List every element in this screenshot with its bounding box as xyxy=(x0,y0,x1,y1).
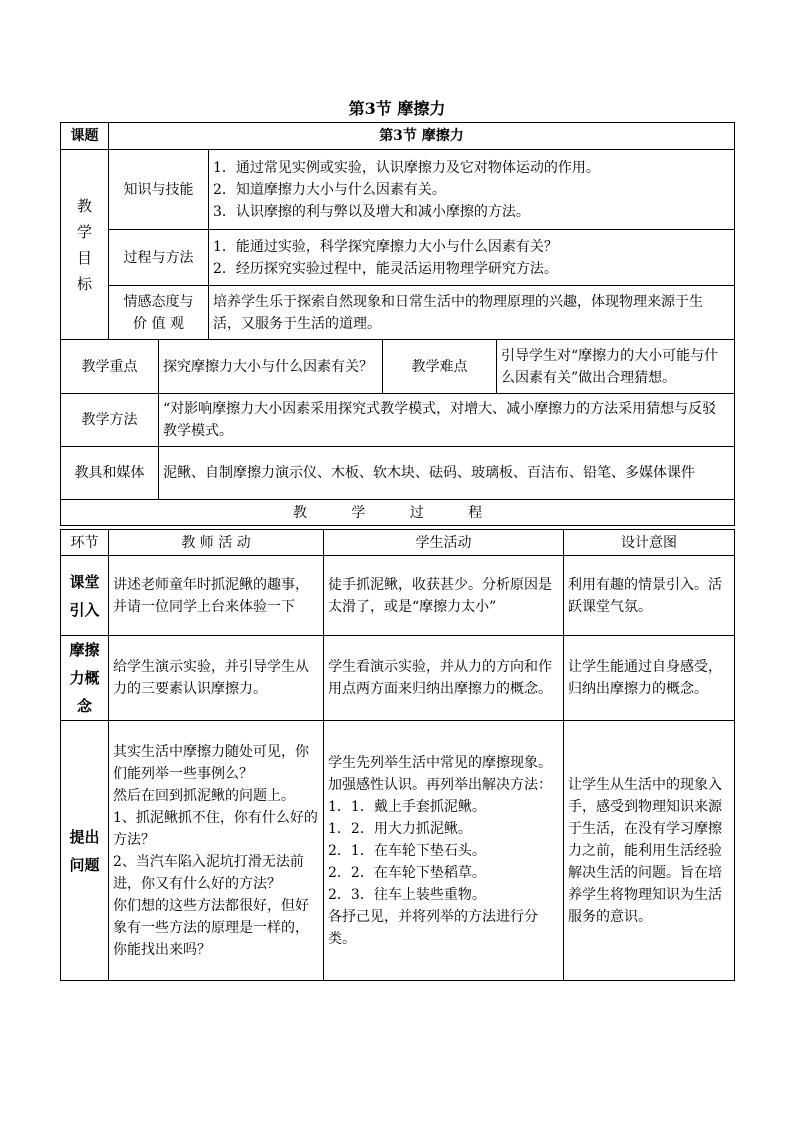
stage-concept: 摩擦 力概 念 xyxy=(61,636,109,721)
design-intent: 让学生能通过自身感受，归纳出摩擦力的概念。 xyxy=(564,636,735,721)
student-activity: 学生先列举生活中常见的摩擦现象。加强感性认识。再列举出解决方法： 1．1．戴上手套抓泥鳅。 1．2．用大力抓泥鳅。 2．1．在车轮下垫石头。 2．2．在车轮下垫稻草。 2．3．往车上装些重物。 各抒己见，并将列举的方法进行分类。 xyxy=(324,721,564,981)
objective-knowledge-items: 1．通过常见实例或实验，认识摩擦力及它对物体运动的作用。 2．知道摩擦力大小与什么因素有关。 3．认识摩擦的利与弊以及增大和减小摩擦的方法。 xyxy=(209,150,735,230)
design-intent: 利用有趣的情景引入。活跃课堂气氛。 xyxy=(564,556,735,636)
column-teacher: 教 师 活 动 xyxy=(109,530,324,556)
teacher-activity: 其实生活中摩擦力随处可见，你们能列举一些事例么？ 然后在回到抓泥鳅的问题上。 1、抓泥鳅抓不住，你有什么好的方法？ 2、当汽车陷入泥坑打滑无法前进，你又有什么好的方法？ 你们想的这些方法都很好，但好象有一些方法的原理是一样的，你能找出来吗？ xyxy=(109,721,324,981)
student-activity: 学生看演示实验，并从力的方向和作用点两方面来归纳出摩擦力的概念。 xyxy=(324,636,564,721)
table-row xyxy=(61,556,735,636)
key-points-label: 教学重点 xyxy=(61,340,159,394)
student-activity: 徒手抓泥鳅，收获甚少。分析原因是太滑了，或是“摩擦力太小” xyxy=(324,556,564,636)
document-title: 第3节 摩擦力 xyxy=(348,99,446,118)
methods-label: 教学方法 xyxy=(61,394,159,447)
stage-intro: 课堂 引入 xyxy=(61,556,109,636)
lesson-topic: 第3节 摩擦力 xyxy=(109,123,735,150)
process-table xyxy=(60,529,735,981)
column-stage: 环节 xyxy=(61,530,109,556)
table-row xyxy=(61,636,735,721)
column-student: 学生活动 xyxy=(324,530,564,556)
difficulty-value: 引导学生对“摩擦力的大小可能与什么因素有关”做出合理猜想。 xyxy=(497,340,735,394)
stage-question: 提出 问题 xyxy=(61,721,109,981)
methods-value: “对影响摩擦力大小因素采用探究式教学模式，对增大、减小摩擦力的方法采用猜想与反驳教学模式。 xyxy=(159,394,735,447)
objective-group-attitude: 情感态度与 价 值 观 xyxy=(109,286,209,340)
objectives-label: 教 学 目 标 xyxy=(61,150,109,340)
header-label: 课题 xyxy=(61,123,109,150)
objective-process-items: 1．能通过实验，科学探究摩擦力大小与什么因素有关？ 2．经历探究实验过程中，能灵活运用物理学研究方法。 xyxy=(209,230,735,286)
tools-value: 泥鳅、自制摩擦力演示仪、木板、软木块、砝码、玻璃板、百洁布、铅笔、多媒体课件 xyxy=(159,447,735,500)
teacher-activity: 讲述老师童年时抓泥鳅的趣事，并请一位同学上台来体验一下 xyxy=(109,556,324,636)
difficulty-label: 教学难点 xyxy=(383,340,497,394)
tools-label: 教具和媒体 xyxy=(61,447,159,500)
objective-attitude-items: 培养学生乐于探索自然现象和日常生活中的物理原理的兴趣，体现物理来源于生活，又服务于生活的道理。 xyxy=(209,286,735,340)
objective-group-knowledge: 知识与技能 xyxy=(109,150,209,230)
lesson-plan-table xyxy=(60,122,735,526)
process-heading: 教 学 过 程 xyxy=(61,500,735,526)
key-points-value: 探究摩擦力大小与什么因素有关？ xyxy=(159,340,383,394)
objective-group-process: 过程与方法 xyxy=(109,230,209,286)
table-row xyxy=(61,721,735,981)
design-intent: 让学生从生活中的现象入手，感受到物理知识来源于生活，在没有学习摩擦力之前，能利用生活经验解决生活的问题。旨在培养学生将物理知识为生活服务的意识。 xyxy=(564,721,735,981)
column-intent: 设计意图 xyxy=(564,530,735,556)
teacher-activity: 给学生演示实验，并引导学生从力的三要素认识摩擦力。 xyxy=(109,636,324,721)
